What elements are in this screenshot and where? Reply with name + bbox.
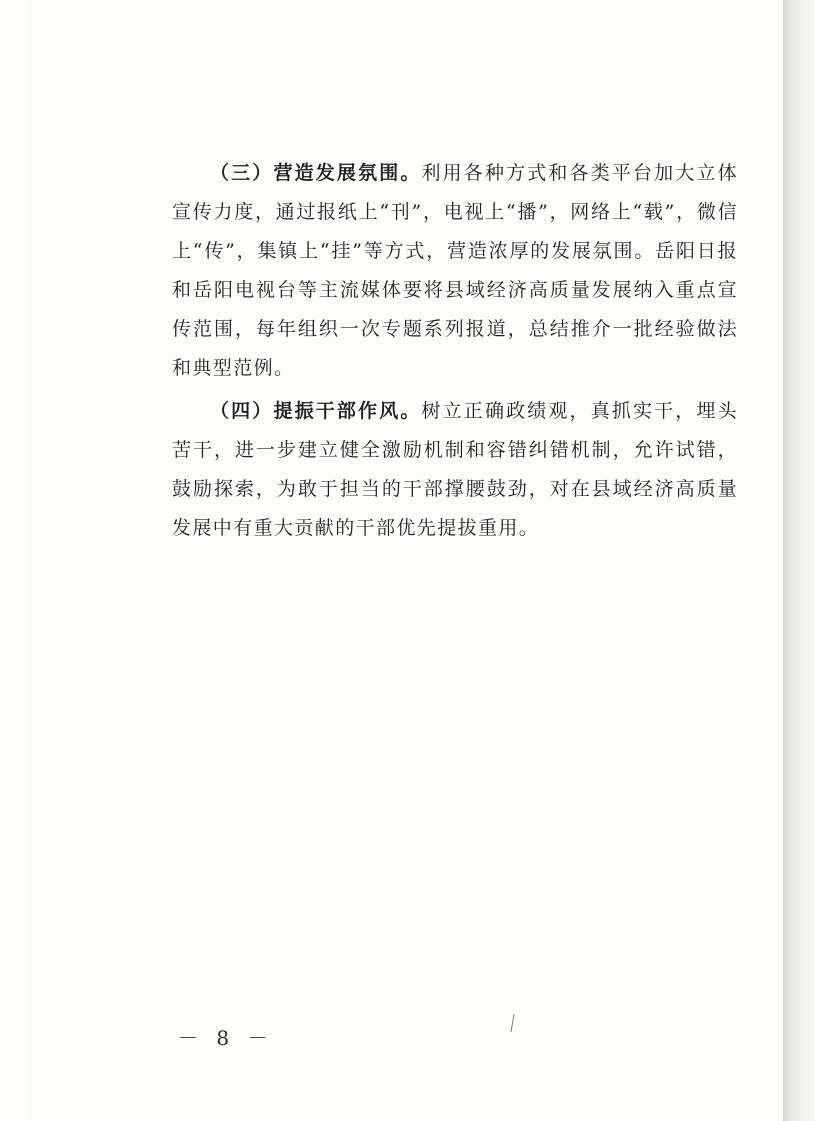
paragraph-3-text: 利用各种方式和各类平台加大立体宣传力度，通过报纸上“刊”，电视上“播”，网络上“载”，微信上“传”，集镇上“挂”等方式，营造浓厚的发展氛围。岳阳日报和岳阳电视台等主流媒体要将县域经济高质量发展纳入重点宣传范围，每年组织一次专题系列报道，总结推介一批经验做法和典型范例。 — [172, 162, 738, 379]
page-number: － 8 － — [178, 1026, 274, 1050]
scan-right-edge — [783, 0, 815, 1121]
paragraph-4-heading: （四）提振干部作风。 — [210, 400, 422, 422]
left-page-edge — [30, 0, 31, 1121]
scan-mark — [510, 1014, 514, 1032]
paragraph-3 — [172, 154, 738, 388]
paragraph-3-heading: （三）营造发展氛围。 — [210, 162, 422, 184]
paragraph-4 — [172, 392, 738, 548]
paragraph-4-text: 树立正确政绩观，真抓实干，埋头苦干，进一步建立健全激励机制和容错纠错机制，允许试错，鼓励探索，为敢于担当的干部撑腰鼓劲，对在县域经济高质量发展中有重大贡献的干部优先提拔重用。 — [172, 400, 738, 539]
document-body — [172, 154, 738, 552]
